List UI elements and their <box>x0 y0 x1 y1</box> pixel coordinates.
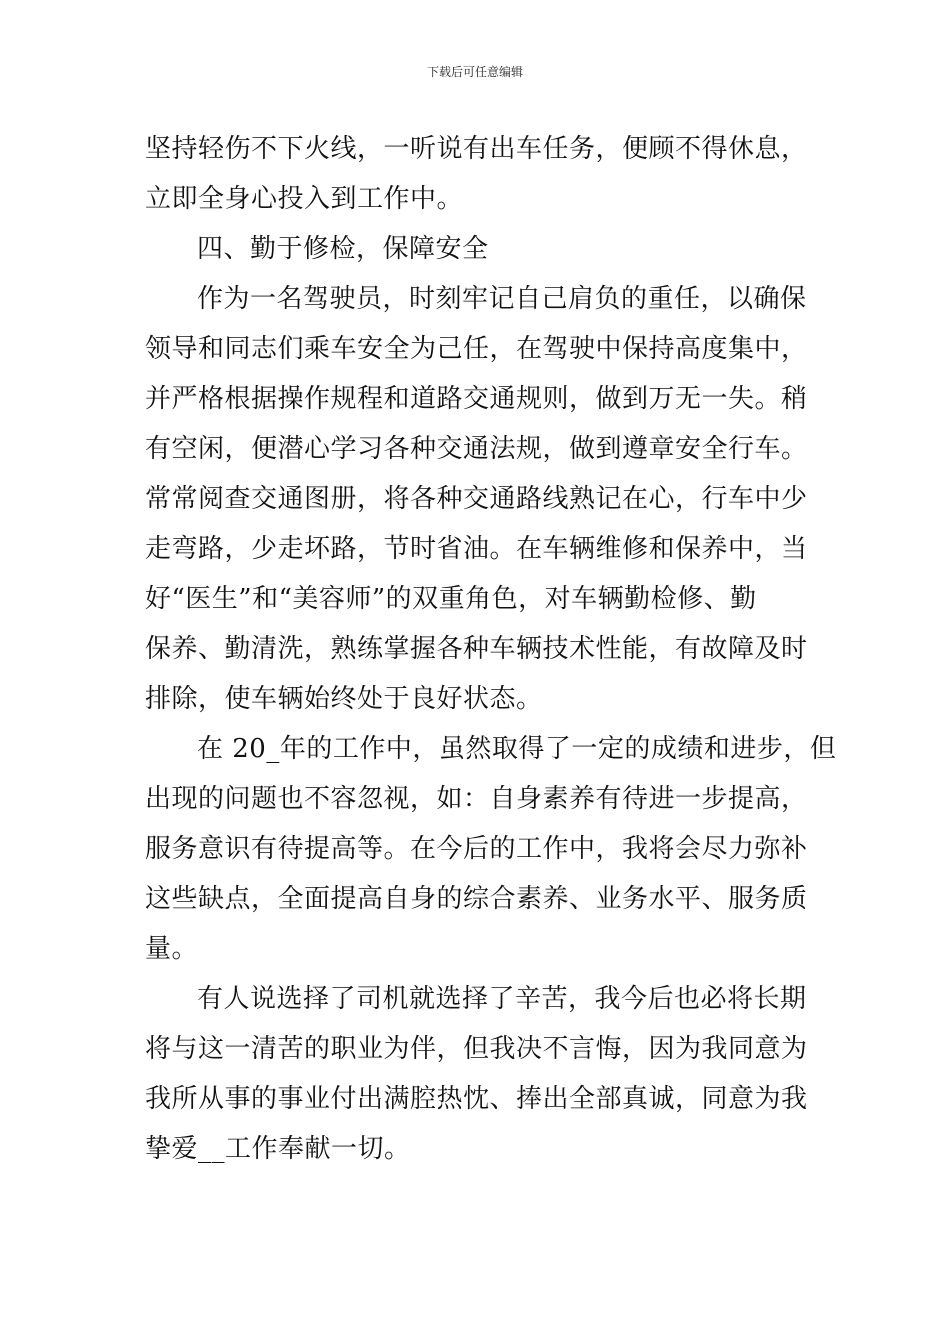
text-line: 出现的问题也不容忽视，如：自身素养有待进一步提高， <box>145 784 808 814</box>
text-line: 排除，使车辆始终处于良好状态。 <box>145 684 543 714</box>
text-line: 常常阅查交通图册，将各种交通路线熟记在心，行车中少 <box>145 484 808 514</box>
text-line: 将与这一清苦的职业为伴，但我决不言悔，因为我同意为 <box>145 1034 808 1064</box>
text-line: 走弯路，少走坏路，节时省油。在车辆维修和保养中，当 <box>145 534 808 564</box>
text-line: 量。 <box>145 934 199 964</box>
text-line: 保养、勤清洗，熟练掌握各种车辆技术性能，有故障及时 <box>145 634 808 664</box>
text-line: 我所从事的事业付出满腔热忱、捧出全部真诚，同意为我 <box>145 1084 808 1114</box>
text-line: 并严格根据操作规程和道路交通规则，做到万无一失。稍 <box>145 384 808 414</box>
text-line: 四、勤于修检，保障安全 <box>197 234 489 264</box>
text-line: 立即全身心投入到工作中。 <box>145 184 464 214</box>
text-line: 领导和同志们乘车安全为己任，在驾驶中保持高度集中， <box>145 334 808 364</box>
text-line: 挚爱__工作奉献一切。 <box>145 1134 411 1164</box>
text-line: 服务意识有待提高等。在今后的工作中，我将会尽力弥补 <box>145 834 808 864</box>
text-line: 坚持轻伤不下火线，一听说有出车任务，便顾不得休息， <box>145 134 808 164</box>
page-header-note: 下载后可任意编辑 <box>426 65 523 79</box>
text-line: 这些缺点，全面提高自身的综合素养、业务水平、服务质 <box>145 884 808 914</box>
text-line: 在 20_年的工作中，虽然取得了一定的成绩和进步，但 <box>197 734 837 764</box>
text-line: 有空闲，便潜心学习各种交通法规，做到遵章安全行车。 <box>145 434 808 464</box>
text-line: 好“医生”和“美容师”的双重角色，对车辆勤检修、勤 <box>145 584 757 614</box>
document-body <box>145 124 837 1174</box>
text-line: 有人说选择了司机就选择了辛苦，我今后也必将长期 <box>197 984 807 1014</box>
text-line: 作为一名驾驶员，时刻牢记自己肩负的重任，以确保 <box>197 284 807 314</box>
